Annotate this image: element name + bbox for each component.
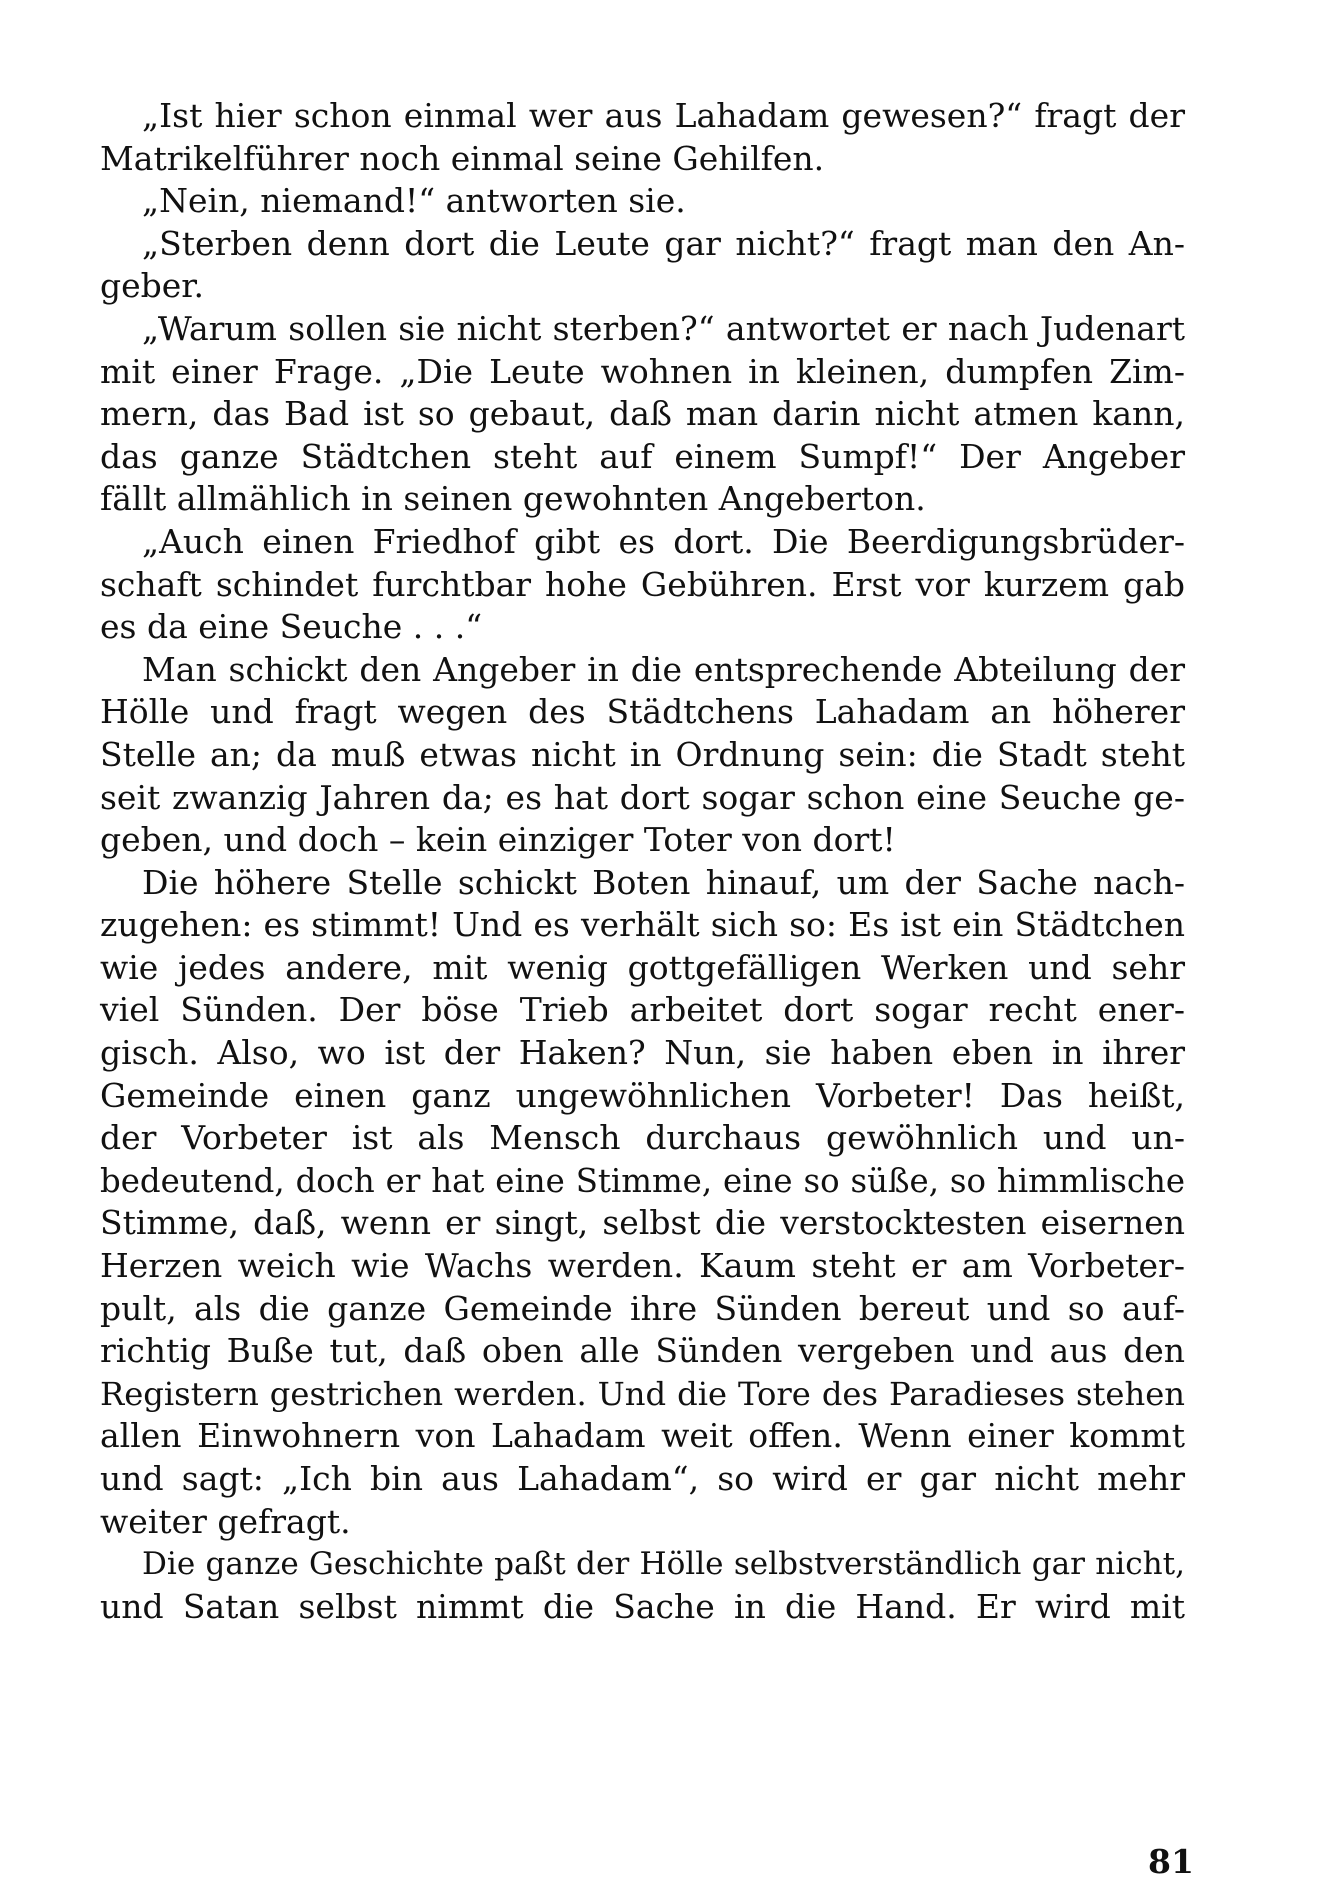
text-line: Die ganze Geschichte paßt der Hölle selbstverständlich gar nicht, [142, 1546, 1185, 1583]
text-line: fällt allmählich in seinen gewohnten Angeberton. [100, 479, 926, 519]
text-line: bedeutend, doch er hat eine Stimme, eine so süße, so himmlische [100, 1161, 1185, 1200]
text-line: „Nein, niemand!“ antworten sie. [142, 181, 686, 221]
text-line: Hölle und fragt wegen des Städtchens Lahadam an höherer [100, 692, 1185, 732]
text-line: gisch. Also, wo ist der Haken? Nun, sie haben eben in ihrer [100, 1033, 1185, 1073]
text-line: zugehen: es stimmt! Und es verhält sich so: Es ist ein Städtchen [100, 905, 1185, 945]
text-line: und Satan selbst nimmt die Sache in die Hand. Er wird mit [100, 1586, 1185, 1626]
text-line: pult, als die ganze Gemeinde ihre Sünden bereut und so auf- [100, 1288, 1185, 1328]
text-line: der Vorbeter ist als Mensch durchaus gewöhnlich und un- [100, 1118, 1185, 1158]
paragraph [100, 862, 1185, 1544]
text-line: Stimme, daß, wenn er singt, selbst die verstocktesten eisernen [100, 1203, 1185, 1243]
page-number: 81 [1148, 1842, 1194, 1881]
text-line: allen Einwohnern von Lahadam weit offen. Wenn einer kommt [100, 1416, 1185, 1456]
text-line: „Sterben denn dort die Leute gar nicht?“ fragt man den An- [142, 223, 1185, 263]
text-line: weiter gefragt. [100, 1501, 351, 1541]
paragraph [100, 180, 1185, 223]
paragraph [100, 308, 1185, 521]
text-line: wie jedes andere, mit wenig gottgefälligen Werken und sehr [100, 947, 1185, 987]
paragraph [100, 95, 1185, 180]
text-line: Gemeinde einen ganz ungewöhnlichen Vorbeter! Das heißt, [100, 1075, 1185, 1115]
text-line: mit einer Frage. „Die Leute wohnen in kleinen, dumpfen Zim- [100, 351, 1185, 391]
text-line: geber. [100, 266, 204, 306]
text-line: Herzen weich wie Wachs werden. Kaum steht er am Vorbeter- [100, 1246, 1185, 1286]
text-line: „Ist hier schon einmal wer aus Lahadam gewesen?“ fragt der [142, 96, 1185, 135]
text-line: Man schickt den Angeber in die entsprechende Abteilung der [142, 649, 1185, 689]
text-line: das ganze Städtchen steht auf einem Sumpf!“ Der Angeber [100, 436, 1185, 476]
text-line: richtig Buße tut, daß oben alle Sünden vergeben und aus den [100, 1331, 1185, 1371]
text-line: mern, das Bad ist so gebaut, daß man darin nicht atmen kann, [100, 394, 1185, 434]
paragraph [100, 1543, 1185, 1628]
paragraph [100, 649, 1185, 862]
text-line: Stelle an; da muß etwas nicht in Ordnung sein: die Stadt steht [100, 734, 1185, 774]
paragraph [100, 223, 1185, 308]
text-line: Registern gestrichen werden. Und die Tore des Paradieses stehen [100, 1374, 1185, 1413]
text-line: und sagt: „Ich bin aus Lahadam“, so wird er gar nicht mehr [100, 1459, 1185, 1498]
text-line: Matrikelführer noch einmal seine Gehilfen. [100, 138, 825, 178]
text-line: geben, und doch – kein einziger Toter von dort! [100, 820, 896, 860]
text-line: „Warum sollen sie nicht sterben?“ antwortet er nach Judenart [142, 308, 1185, 348]
text-line: „Auch einen Friedhof gibt es dort. Die Beerdigungsbrüder- [142, 521, 1185, 561]
text-line: es da eine Seuche . . .“ [100, 607, 483, 647]
text-line: seit zwanzig Jahren da; es hat dort sogar schon eine Seuche ge- [100, 777, 1185, 817]
text-line: viel Sünden. Der böse Trieb arbeitet dort sogar recht ener- [100, 990, 1185, 1030]
paragraph [100, 521, 1185, 649]
text-line: schaft schindet furchtbar hohe Gebühren. Erst vor kurzem gab [100, 564, 1185, 604]
page-text [100, 95, 1185, 1628]
text-line: Die höhere Stelle schickt Boten hinauf, um der Sache nach- [142, 862, 1185, 902]
